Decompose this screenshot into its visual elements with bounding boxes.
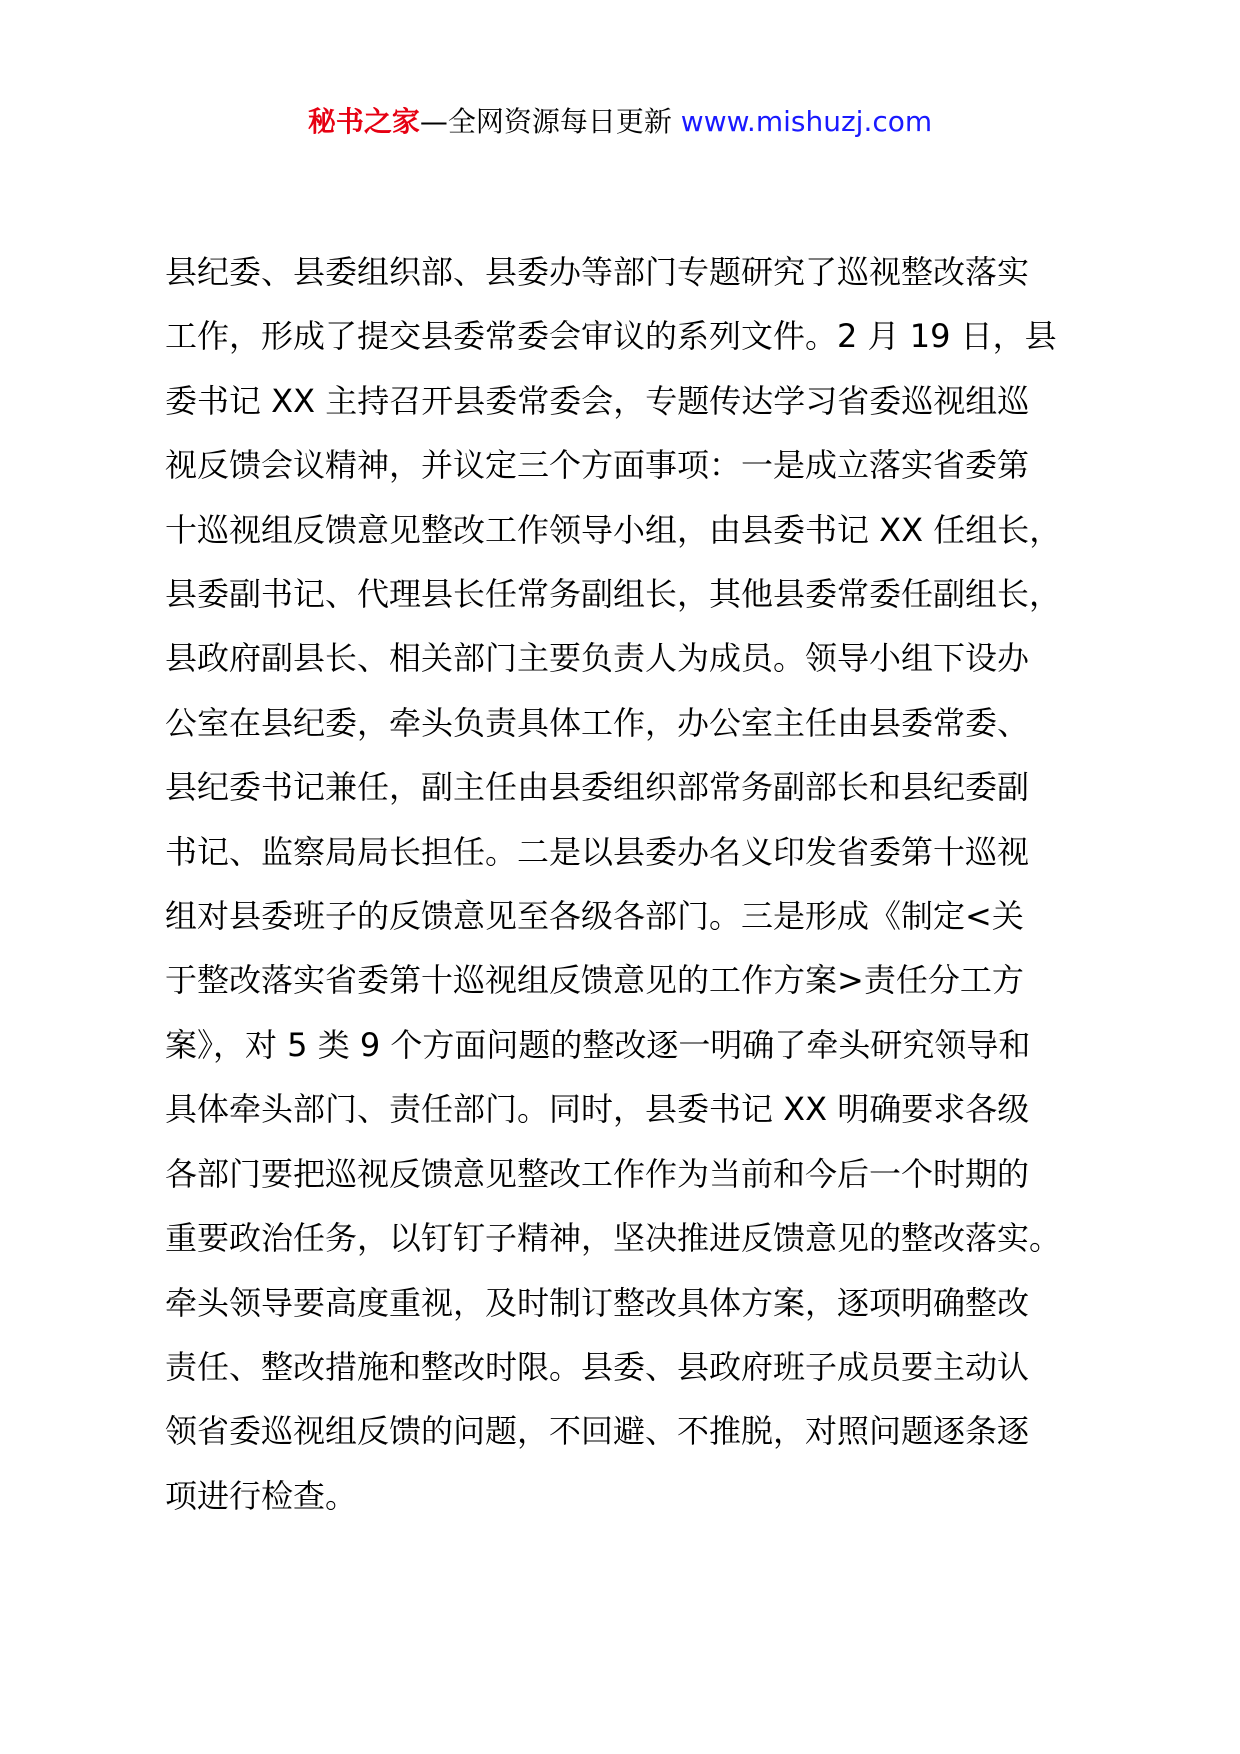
body-line: 视反馈会议精神，并议定三个方面事项：一是成立落实省委第 [165,446,1030,485]
body-line: 工作，形成了提交县委常委会审议的系列文件。2 月 19 日，县 [165,317,1057,356]
body-line: 县委副书记、代理县长任常务副组长，其他县委常委任副组长， [165,575,1062,614]
body-line: 县纪委、县委组织部、县委办等部门专题研究了巡视整改落实 [165,253,1030,291]
body-line: 各部门要把巡视反馈意见整改工作作为当前和今后一个时期的 [165,1154,1030,1193]
body-line: 牵头领导要高度重视，及时制订整改具体方案，逐项明确整改 [165,1283,1030,1322]
body-line: 项进行检查。 [165,1476,358,1515]
body-line: 组对县委班子的反馈意见至各级各部门。三是形成《制定<关 [165,897,1024,936]
body-line: 具体牵头部门、责任部门。同时，县委书记 XX 明确要求各级 [165,1090,1030,1129]
body-line: 案》，对 5 类 9 个方面问题的整改逐一明确了牵头研究领导和 [165,1025,1031,1064]
site-url-link[interactable]: www.mishuzj.com [680,105,933,138]
body-line: 县政府副县长、相关部门主要负责人为成员。领导小组下设办 [165,639,1030,678]
body-line: 十巡视组反馈意见整改工作领导小组，由县委书记 XX 任组长， [165,510,1062,549]
body-line: 重要政治任务，以钉钉子精神，坚决推进反馈意见的整改落实。 [165,1219,1062,1258]
body-line: 责任、整改措施和整改时限。县委、县政府班子成员要主动认 [165,1347,1030,1386]
body-line: 县纪委书记兼任，副主任由县委组织部常务副部长和县纪委副 [165,768,1030,807]
document-body [165,240,1095,1528]
body-line: 于整改落实省委第十巡视组反馈意见的工作方案>责任分工方 [165,961,1024,1000]
body-line: 书记、监察局局长担任。二是以县委办名义印发省委第十巡视 [165,832,1030,871]
page-header [0,100,1240,144]
header-tagline: —全网资源每日更新 [419,105,672,138]
brand-name: 秘书之家 [307,105,420,138]
body-line: 公室在县纪委，牵头负责具体工作，办公室主任由县委常委、 [165,703,1030,742]
body-line: 领省委巡视组反馈的问题，不回避、不推脱，对照问题逐条逐 [165,1412,1030,1451]
body-line: 委书记 XX 主持召开县委常委会，专题传达学习省委巡视组巡 [165,381,1030,420]
